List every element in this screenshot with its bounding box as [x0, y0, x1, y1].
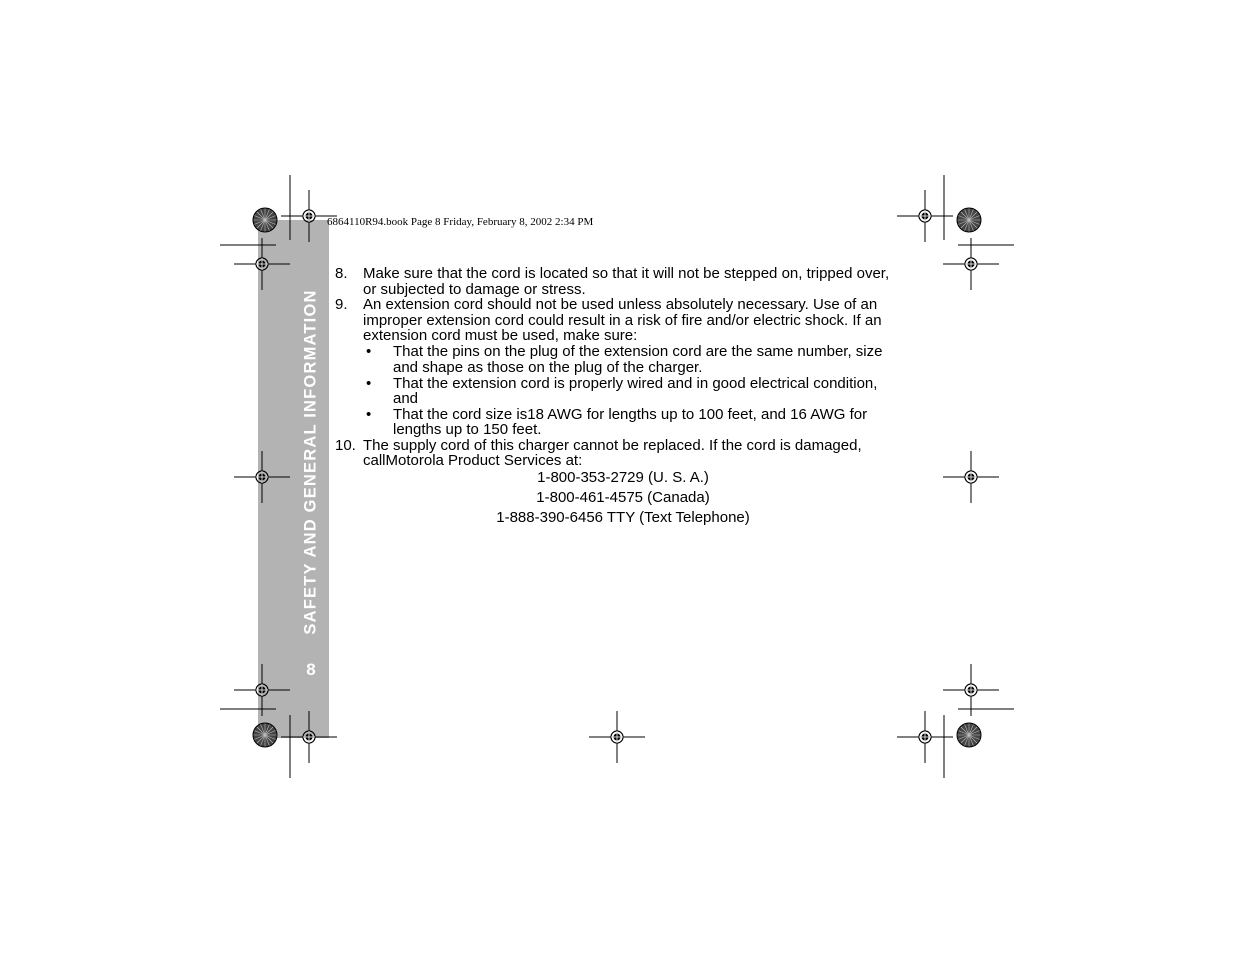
bullet-line: That the cord size is18 AWG for lengths up to 100 feet, and 16 AWG for	[393, 406, 868, 423]
registration-mark	[943, 238, 999, 290]
list-item-number: 8.	[335, 265, 348, 282]
list-item-line: or subjected to damage or stress.	[363, 281, 586, 298]
bullet-symbol: •	[366, 406, 372, 423]
section-title: SAFETY AND GENERAL INFORMATION	[301, 289, 320, 635]
registration-mark	[897, 190, 953, 242]
list-item-line: Make sure that the cord is located so that it will not be stepped on, tripped over,	[363, 265, 890, 282]
registration-mark	[897, 711, 953, 763]
list-item-line: callMotorola Product Services at:	[363, 452, 583, 469]
rosette-top-right	[957, 208, 981, 232]
bullet-line: lengths up to 150 feet.	[393, 421, 542, 438]
rosette-top-left	[253, 208, 277, 232]
list-item-line: The supply cord of this charger cannot be replaced. If the cord is damaged,	[363, 437, 862, 454]
phone-canada: 1-800-461-4575 (Canada)	[536, 489, 710, 506]
phone-usa: 1-800-353-2729 (U. S. A.)	[537, 469, 709, 486]
bullet-line: and shape as those on the plug of the charger.	[393, 359, 703, 376]
registration-mark	[943, 664, 999, 716]
list-item-number: 10.	[335, 437, 356, 454]
rosette-bottom-left	[253, 723, 277, 747]
bullet-line: and	[393, 390, 419, 407]
book-meta-header: 6864110R94.book Page 8 Friday, February 8, 2002 2:34 PM	[327, 216, 594, 228]
bullet-symbol: •	[366, 375, 372, 392]
registration-mark	[943, 451, 999, 503]
list-item-number: 9.	[335, 296, 348, 313]
rosette-bottom-right	[957, 723, 981, 747]
bullet-line: That the extension cord is properly wired and in good electrical condition,	[393, 375, 878, 392]
page-number: 8	[306, 660, 316, 679]
list-item-line: An extension cord should not be used unless absolutely necessary. Use of an	[363, 296, 878, 313]
bullet-symbol: •	[366, 343, 372, 360]
registration-mark	[589, 711, 645, 763]
phone-tty: 1-888-390-6456 TTY (Text Telephone)	[496, 509, 750, 526]
bullet-line: That the pins on the plug of the extension cord are the same number, size	[393, 343, 883, 360]
list-item-line: extension cord must be used, make sure:	[363, 327, 638, 344]
list-item-line: improper extension cord could result in a risk of fire and/or electric shock. If an	[363, 312, 882, 329]
